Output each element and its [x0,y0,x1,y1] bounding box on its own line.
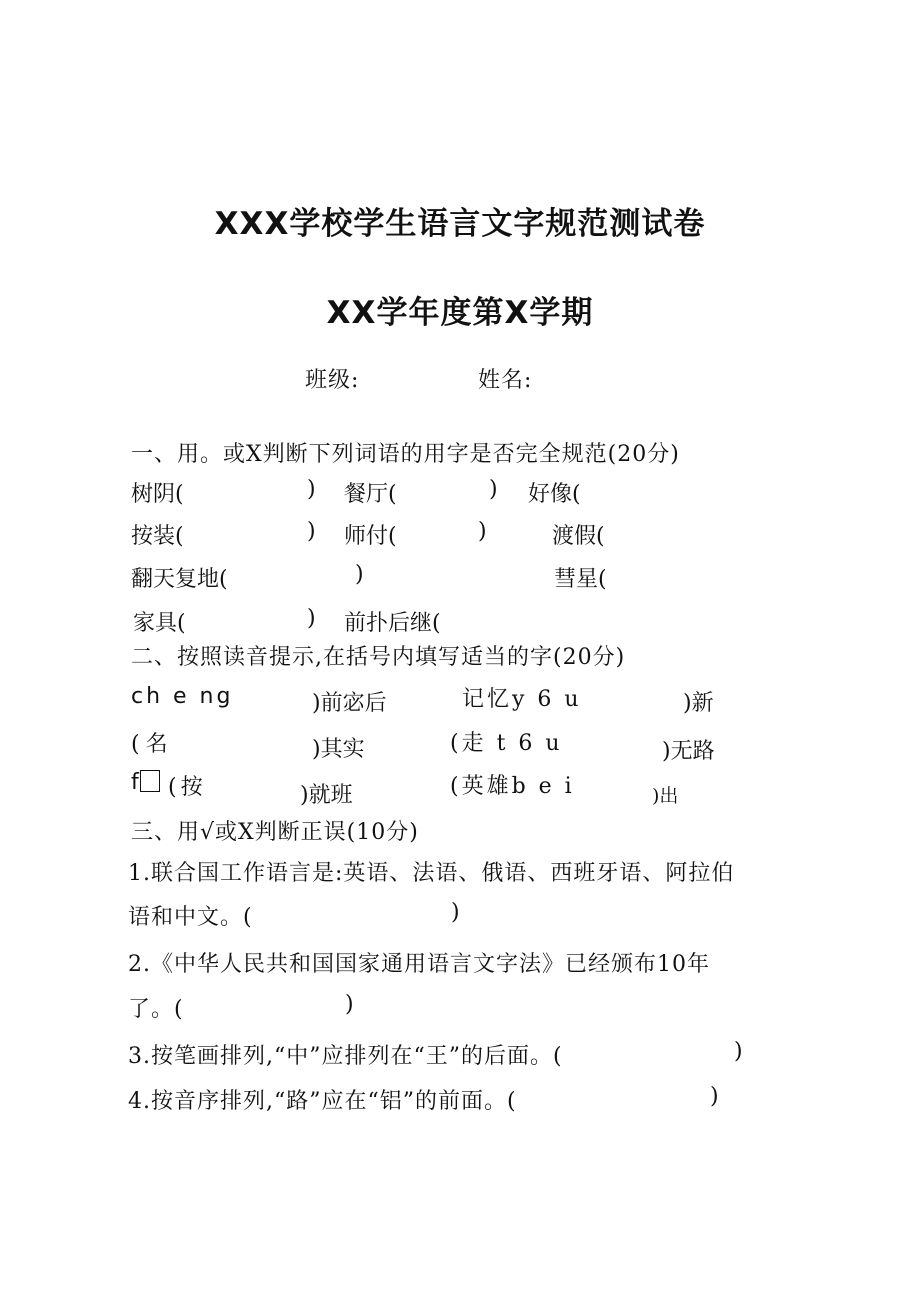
section1-heading: 一、用。或X判断下列词语的用字是否完全规范(20分) [131,442,680,467]
s1-item: 师付( [344,524,397,549]
question-1-line2: 语和中文。( [128,905,253,930]
s2-item: ch e ng [131,684,234,709]
class-label: 班级: [305,368,360,393]
s1-item: ) [307,519,316,544]
s1-item: ) [307,606,316,631]
s1-item: ) [355,562,364,587]
question-1-line1: 1.联合国工作语言是:英语、法语、俄语、西班牙语、阿拉伯 [128,861,735,886]
question-2-line2: 了。( [128,997,184,1022]
subtitle: XX学年度第X学期 [326,295,594,331]
s1-item: 家具( [133,611,186,636]
section3-heading: 三、用√或X判断正误(10分) [131,820,419,845]
s1-item: 好像( [528,482,581,507]
s2-item: )其实 [312,737,365,762]
s2-item: (名 [131,732,174,757]
s2-item: f [131,770,139,795]
name-label: 姓名: [478,368,533,393]
question-4: 4.按音序排列,“路”应在“铝”的前面。( [128,1089,517,1114]
s2-item: (英雄b e i [450,774,575,799]
s2-item: (走 t 6 u [450,731,563,756]
s1-item: 翻天复地( [131,567,228,592]
section2-heading: 二、按照读音提示,在括号内填写适当的字(20分) [131,645,626,670]
question-2-close: ) [345,992,355,1017]
s1-item: ) [489,477,498,502]
s1-item: ) [478,519,487,544]
s1-item: 树阴( [131,482,184,507]
s1-item: ) [307,477,316,502]
unknown-glyph-box [140,770,160,792]
s2-item: (按 [168,775,207,800]
question-4-close: ) [710,1084,720,1109]
s1-item: 前扑后继( [344,611,441,636]
s1-item: 渡假( [552,524,605,549]
question-2-line1: 2.《中华人民共和国国家通用语言文字法》已经颁布10年 [128,952,710,977]
s2-item: )出 [652,785,679,807]
s2-item: 记忆y 6 u [462,687,582,712]
s1-item: 餐厅( [344,482,397,507]
s2-item: )就班 [300,783,353,808]
s1-item: 彗星( [554,567,607,592]
question-3: 3.按笔画排列,“中”应排列在“王”的后面。( [128,1044,563,1069]
title: XXX学校学生语言文字规范测试卷 [214,206,706,242]
s1-item: 按装( [131,524,184,549]
question-1-close: ) [451,900,461,925]
s2-item: )前宓后 [312,691,387,716]
s2-item: )新 [683,691,714,716]
s2-pinyin-with-box [131,770,160,795]
s2-item: )无路 [662,739,715,764]
question-3-close: ) [734,1039,744,1064]
